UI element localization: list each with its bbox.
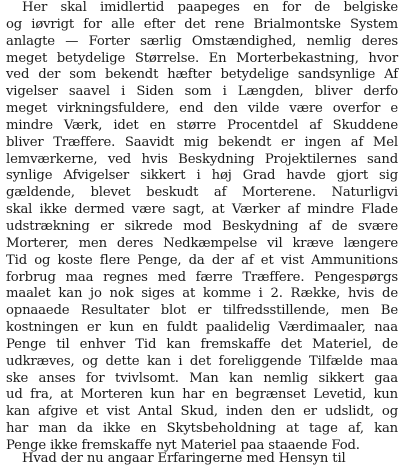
text-line: meget betydelige Størrelse. En Morterbekastning, hvor	[6, 50, 398, 66]
text-line: ved der som bekendt hæfter betydelige sandsynlige Af	[6, 67, 398, 83]
text-line: Hvad der nu angaar Erfaringerne med Hensyn til	[22, 450, 346, 466]
text-line: forbrug maa regnes med færre Træffere. Pengespørgs	[6, 269, 398, 285]
text-line: ud fra, at Morteren kun har en begrænset Levetid, kun	[6, 387, 398, 403]
text-line: mindre Værk, idet en større Procentdel af Skuddene	[6, 117, 398, 133]
text-line: Morterer, men deres Nedkæmpelse vil kræve længere	[6, 235, 398, 251]
text-line: kan afgive et vist Antal Skud, inden den er udslidt, og	[6, 404, 398, 420]
body-text	[6, 0, 398, 468]
text-line: Her skal imidlertid paapeges en for de belgiske	[22, 0, 398, 15]
text-line: har man da ikke en Skytsbeholdning at tage af, kan	[6, 421, 398, 437]
text-line: opnaaede Resultater blot er tilfredsstillende, men Be	[6, 303, 398, 319]
text-line: Penge til enhver Tid kan fremskaffe det Materiel, de	[6, 336, 398, 352]
text-line: skal ikke dermed være sagt, at Værker af mindre Flade	[6, 202, 398, 218]
text-line: kostningen er kun en fuldt paalidelig Værdimaaler, naa	[6, 320, 398, 336]
text-line: anlagte — Forter særlig Omstændighed, nemlig deres	[6, 33, 398, 49]
text-line: Tid og koste flere Penge, da der af et vist Ammunitions	[6, 252, 398, 268]
text-line: bliver Træffere. Saavidt mig bekendt er ingen af Mel	[6, 134, 398, 150]
text-line: vigelser saavel i Siden som i Længden, bliver derfo	[6, 84, 398, 100]
text-line: ske anses for tvivlsomt. Man kan nemlig sikkert gaa	[6, 370, 398, 386]
text-line: synlige Afvigelser sikkert i høj Grad havde gjort sig	[6, 168, 398, 184]
text-line: udstrækning er sikrede mod Beskydning af de svære	[6, 218, 398, 234]
text-line: meget virkningsfuldere, end den vilde være overfor e	[6, 101, 398, 117]
text-line: lemværkerne, ved hvis Beskydning Projektilernes sand	[6, 151, 398, 167]
text-line: og iøvrigt for alle efter det rene Brialmontske System	[6, 16, 398, 32]
text-line: maalet kan jo nok siges at komme i 2. Række, hvis de	[6, 286, 398, 302]
text-line: Penge ikke fremskaffe nyt Materiel paa staaende Fod.	[6, 437, 360, 453]
text-line: udkræves, og dette kan i det foreliggende Tilfælde maa	[6, 353, 398, 369]
text-line: gældende, blevet beskudt af Morterene. Naturligvi	[6, 185, 398, 201]
